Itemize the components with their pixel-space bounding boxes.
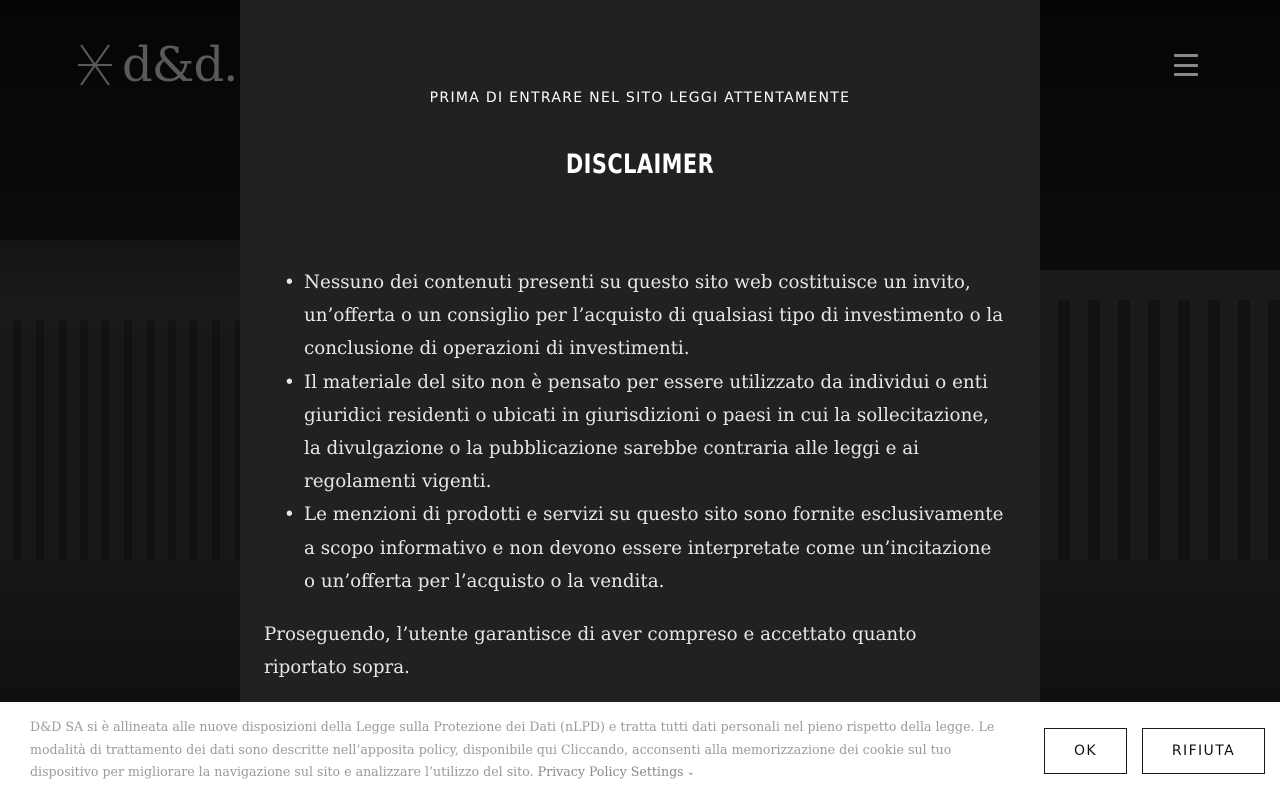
disclaimer-item: • Il materiale del sito non è pensato per essere utilizzato da individui o enti giuridici residenti o ubicati in giurisdizioni o paesi in cui la sollecitazione, la divulgazione o la pubblicazione sarebbe contraria alle leggi e ai regolamenti vigenti.	[304, 366, 1004, 499]
cookie-text: D&D SA si è allineata alle nuove disposizioni della Legge sulla Protezione dei Dati (nLPD) e tratta tutti dati personali nel pieno rispetto della legge. Le modalità di trattamento dei dati sono descritte nell’apposita policy, disponibile qui Cliccando, acconsenti alla memorizzazione dei cookie sul tuo dispositivo per migliorare la navigazione sul sito e analizzare l’utilizzo del sito.	[30, 719, 995, 779]
hamburger-menu-icon[interactable]	[1174, 54, 1202, 76]
disclaimer-list	[304, 266, 1004, 598]
ok-button[interactable]: OK	[1044, 728, 1127, 774]
modal-title: DISCLAIMER	[565, 149, 715, 180]
site-logo[interactable]	[78, 37, 238, 93]
settings-link-label: Settings	[630, 764, 684, 779]
asterisk-logo-icon	[78, 42, 112, 88]
disclaimer-item: • Nessuno dei contenuti presenti su questo sito web costituisce un invito, un’offerta o un consiglio per l’acquisto di qualsiasi tipo di investimento o la conclusione di operazioni di investimenti.	[304, 266, 1004, 366]
acceptance-note: Proseguendo, l’utente garantisce di aver compreso e accettato quanto riportato sopra.	[264, 624, 917, 679]
disclaimer-item: • Le menzioni di prodotti e servizi su questo sito sono fornite esclusivamente a scopo informativo e non devono essere interpretate come un’incitazione o un’offerta per l’acquisto o la vendita.	[304, 498, 1004, 598]
cookie-banner	[0, 702, 1280, 800]
disclaimer-modal	[240, 0, 1040, 702]
modal-kicker: PRIMA DI ENTRARE NEL SITO LEGGI ATTENTAMENTE	[429, 90, 851, 106]
reject-button[interactable]: RIFIUTA	[1142, 728, 1265, 774]
settings-link[interactable]	[631, 764, 695, 779]
chevron-down-icon: ⌄	[686, 767, 695, 778]
logo-text: d&d.	[122, 37, 238, 93]
cookie-text-block	[30, 716, 1020, 786]
privacy-policy-link[interactable]: Privacy Policy	[537, 764, 627, 779]
